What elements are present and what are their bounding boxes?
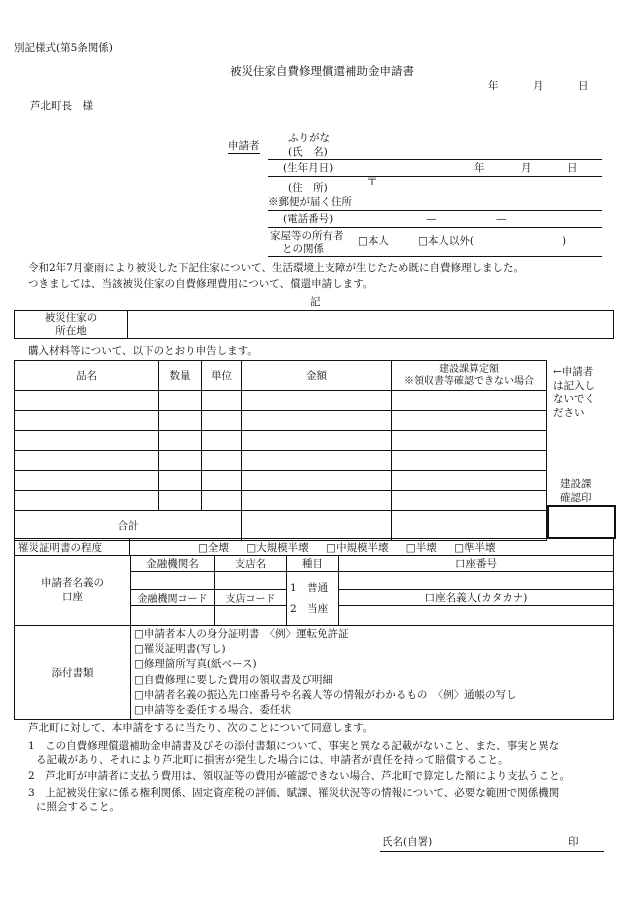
total-assessed [392, 511, 547, 541]
consent-no: 1 [28, 740, 35, 752]
relation-line [268, 256, 602, 257]
consent-intro: 芦北町に対して、本申請をするに当たり、次のことについて同意します。 [28, 722, 374, 734]
bank-name-header: 金融機関名 [131, 556, 215, 572]
address-label: (住 所) [288, 182, 328, 194]
account-type-options [287, 572, 339, 626]
confirm-label-2: 確認印 [560, 491, 592, 504]
header-assessed-2: ※領収書等確認できない場合 [404, 375, 534, 387]
branch-name-input[interactable] [215, 572, 287, 590]
relation-other-checkbox[interactable]: □本人以外( [418, 235, 475, 247]
branch-code-header: 支店コード [215, 590, 287, 606]
attachment-item-receipts[interactable]: □自費修理に要した費用の領収書及び明細 [134, 673, 333, 686]
table-row[interactable] [15, 471, 547, 491]
location-input[interactable] [128, 311, 614, 339]
account-type-header: 種目 [287, 556, 339, 572]
confirm-label-1: 建設課 [560, 478, 592, 490]
table-row[interactable] [15, 491, 547, 511]
applicant-label: 申請者 [228, 140, 260, 154]
name-label: (氏 名) [288, 146, 328, 158]
header-assessed [392, 361, 547, 391]
birth-label: (生年月日) [283, 162, 334, 174]
consent-text: 芦北町が申請者に支払う費用は、領収証等の費用が確認できない場合、芦北町で算定した額により支払うこと。 [45, 770, 571, 783]
attachment-item-disaster-cert[interactable]: □罹災証明書(写し) [134, 643, 226, 656]
birth-year: 年 [474, 162, 485, 174]
table-row[interactable] [15, 431, 547, 451]
phone-dash-2: — [496, 213, 507, 225]
form-title: 被災住家自費修理償還補助金申請書 [230, 64, 414, 78]
attachment-item-photos[interactable]: □修理箇所写真(紙ベース) [134, 658, 257, 671]
attachments-label: 添付書類 [15, 626, 131, 720]
total-amount[interactable] [242, 511, 392, 541]
attachment-item-proxy[interactable]: □申請等を委任する場合、委任状 [134, 704, 291, 717]
date-day: 日 [578, 80, 589, 92]
side-note-3: ないでく [553, 393, 595, 406]
form-reference: 別記様式(第5条関係) [14, 42, 113, 54]
signature-label: 氏名(自署) [382, 836, 433, 848]
date-month: 月 [533, 80, 544, 92]
account-holder-input[interactable] [339, 606, 614, 626]
location-table [14, 310, 614, 339]
ki-heading: 記 [310, 296, 321, 308]
materials-intro: 購入材料等について、以下のとおり申告します。 [28, 345, 258, 357]
addressee: 芦北町長 様 [30, 100, 93, 112]
address-note: ※郵便が届く住所 [268, 196, 352, 208]
materials-table [14, 360, 547, 541]
birth-month: 月 [521, 162, 532, 174]
furigana-label: ふりがな [288, 132, 330, 144]
branch-name-header: 支店名 [215, 556, 287, 572]
table-row[interactable] [15, 451, 547, 471]
consent-text-cont: る記載があり、それにより芦北町に損害が発生した場合には、申請者が責任を持って賠償すること。 [36, 753, 509, 766]
phone-label: (電話番号) [283, 213, 334, 225]
address-line [268, 210, 602, 211]
location-label-1: 被災住家の [44, 311, 98, 324]
consent-text: この自費修理償還補助金申請書及びその添付書類について、事実と異なる記載がないこと、また、事実と異な [45, 740, 560, 752]
header-quantity: 数量 [159, 361, 202, 391]
account-type-ordinary[interactable]: 1 普通 [290, 581, 329, 594]
name-line [268, 159, 602, 160]
damage-option-medium-half[interactable]: □中規模半壊 [326, 541, 389, 554]
relation-label-1: 家屋等の所有者 [270, 230, 344, 242]
relation-close-paren: ) [562, 235, 567, 247]
branch-code-input[interactable] [215, 606, 287, 626]
account-number-header: 口座番号 [339, 556, 614, 572]
attachment-item-id[interactable]: □申請者本人の身分証明書 〈例〉運転免許証 [134, 628, 349, 640]
damage-option-total-collapse[interactable]: □全壊 [198, 541, 229, 554]
phone-dash-1: — [426, 213, 437, 225]
damage-table [14, 538, 614, 556]
damage-option-semi-half[interactable]: □準半壊 [454, 541, 496, 554]
account-table [14, 555, 614, 626]
postal-mark: 〒 [366, 174, 379, 188]
account-holder-header: 口座名義人(カタカナ) [339, 590, 614, 606]
attachments-list [131, 626, 614, 720]
bank-code-input[interactable] [131, 606, 215, 626]
attachments-table [14, 625, 614, 720]
side-note [553, 366, 595, 421]
damage-options [130, 539, 614, 556]
header-assessed-1: 建設課算定額 [439, 364, 499, 375]
side-note-4: ださい [553, 406, 585, 419]
confirm-stamp-box [547, 505, 616, 539]
consent-no: 3 [28, 786, 35, 799]
damage-option-half[interactable]: □半壊 [405, 541, 437, 554]
attachment-item-bank-info[interactable]: □申請者名義の振込先口座番号や名義人等の情報がわかるもの 〈例〉通帳の写し [134, 688, 517, 701]
consent-item [28, 770, 618, 784]
bank-code-header: 金融機関コード [131, 590, 215, 606]
bank-name-input[interactable] [131, 572, 215, 590]
header-amount: 金額 [242, 361, 392, 391]
date-year: 年 [488, 80, 499, 92]
table-row[interactable] [15, 391, 547, 411]
side-note-2: は記入し [553, 379, 595, 392]
table-row[interactable] [15, 411, 547, 431]
side-note-1: ←申請者 [553, 366, 594, 378]
damage-label: 罹災証明書の程度 [15, 539, 130, 556]
signature-line[interactable] [380, 851, 604, 852]
header-unit: 単位 [202, 361, 242, 391]
account-label-1: 申請者名義の [41, 576, 104, 589]
birth-line [268, 176, 602, 177]
location-label-2: 所在地 [55, 324, 87, 337]
intro-line-2: つきましては、当該被災住家の自費修理費用について、償還申請します。 [28, 278, 374, 290]
account-label-2: 口座 [62, 590, 83, 603]
account-number-input[interactable] [339, 572, 614, 590]
relation-label-2: との関係 [282, 243, 324, 255]
consent-item [28, 740, 618, 767]
seal-mark: 印 [568, 836, 579, 848]
account-type-checking[interactable]: 2 当座 [290, 602, 329, 615]
consent-no: 2 [28, 770, 35, 783]
relation-self-checkbox[interactable]: □本人 [358, 235, 389, 247]
consent-text-cont: に照会すること。 [36, 800, 120, 813]
confirm-label [560, 478, 592, 505]
consent-item [28, 787, 618, 814]
location-label [15, 311, 128, 339]
consent-text: 上記被災住家に係る権利関係、固定資産税の評価、賦課、罹災状況等の情報について、必要な範囲で関係機関 [45, 786, 560, 799]
consent-list [28, 740, 618, 814]
intro-line-1: 令和2年7月豪雨により被災した下記住家について、生活環境上支障が生じたため既に自費修理しました。 [28, 262, 524, 274]
phone-line [268, 227, 602, 228]
damage-option-large-half[interactable]: □大規模半壊 [246, 541, 309, 554]
birth-day: 日 [567, 162, 578, 174]
header-item: 品名 [15, 361, 159, 391]
total-label: 合計 [15, 511, 242, 541]
account-label [15, 556, 131, 626]
